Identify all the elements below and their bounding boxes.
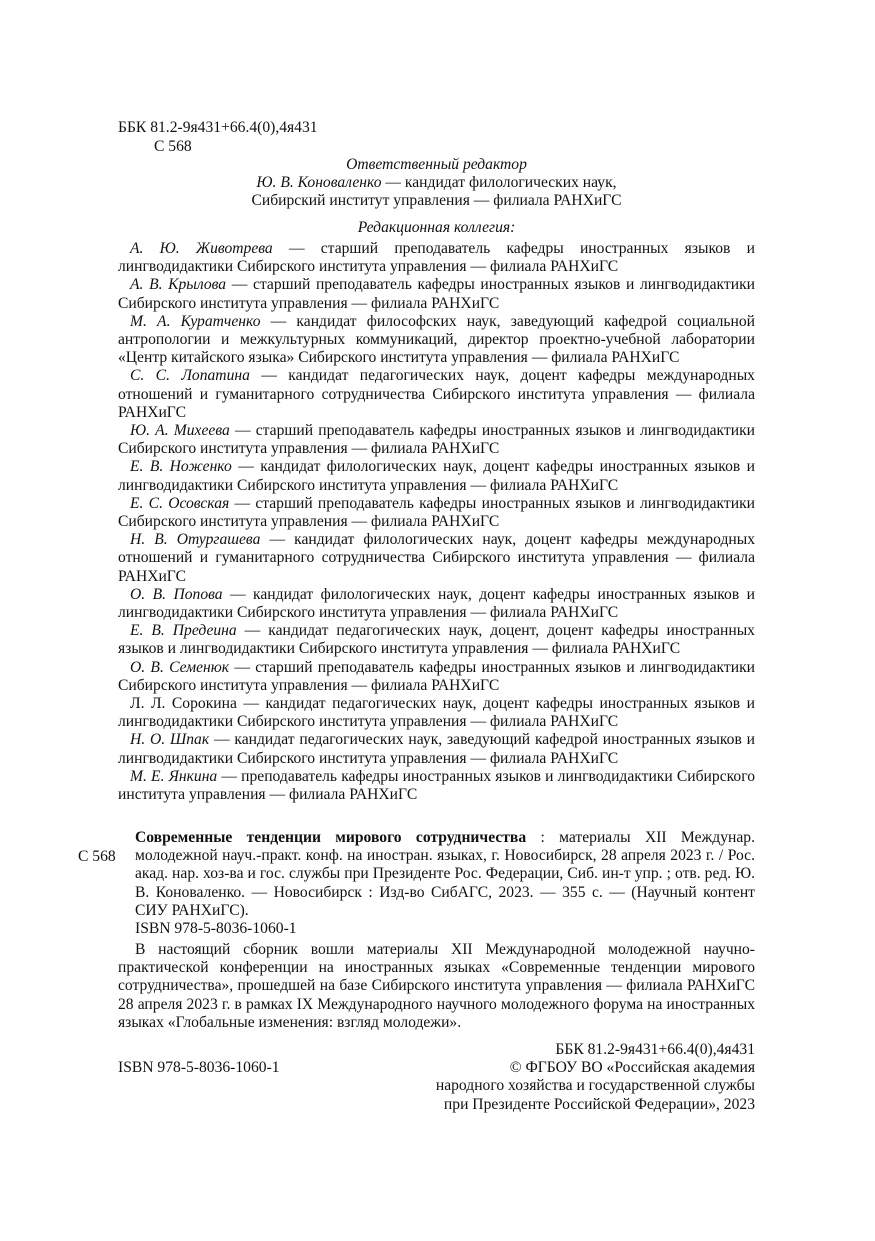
board-member-desc: — старший преподаватель кафедры иностранных языков и лингводидактики Сибирского института управления — филиала РАНХиГС (118, 658, 755, 694)
board-member (118, 495, 755, 531)
bbk-classification-footer: ББК 81.2-9я431+66.4(0),4я431 (555, 1041, 755, 1058)
copyright-line-2: народного хозяйства и государственной службы (435, 1077, 755, 1095)
board-member-name: М. Е. Янкина (130, 767, 218, 785)
isbn-footer: ISBN 978-5-8036-1060-1 (118, 1059, 280, 1077)
board-member-desc: — старший преподаватель кафедры иностранных языков и лингводидактики Сибирского института управления — филиала РАНХиГС (118, 276, 755, 312)
board-member (118, 422, 755, 458)
board-member-desc: — старший преподаватель кафедры иностранных языков и лингводидактики Сибирского института управления — филиала РАНХиГС (118, 494, 756, 531)
editor-name: Ю. В. Коноваленко (256, 174, 382, 192)
author-mark: С 568 (78, 848, 116, 865)
author-mark-top: С 568 (154, 138, 192, 155)
bibliographic-details: : материалы XII Междунар. молодежной науч.-практ. конф. на иностран. языках, г. Новосибирск, 28 апреля 2023 г. / Рос. акад. нар. хоз-ва и гос. службы при Президенте Рос. Федерации, Сиб. ин-т упр. ; отв. ред. Ю. В. Коноваленко. — Новосибирск : Изд-во СибАГС, 2023. — 355 с. — (Научный контент СИУ РАНХиГС). (135, 829, 755, 919)
bibliographic-description (135, 829, 755, 920)
book-title: Современные тенденции мирового сотрудничества (135, 829, 527, 846)
board-member-name: Е. В. Предеина (130, 622, 237, 640)
copyright-notice (510, 1059, 755, 1077)
footer-row (118, 1059, 755, 1077)
board-member-desc: — кандидат филологических наук, доцент кафедры иностранных языков и лингводидактики Сибирского института управления — филиала РАНХиГС (118, 458, 755, 494)
board-member-name: Н. В. Отургашева (130, 531, 261, 549)
board-member (118, 276, 755, 312)
board-member (118, 531, 755, 586)
editorial-board-list (118, 240, 755, 804)
board-member (118, 586, 755, 622)
board-member (118, 240, 755, 276)
annotation: В настоящий сборник вошли материалы XII Международной молодежной научно-практической конференции на иностранных языках «Современные тенденции мирового сотрудничества», прошедшей на базе Сибирского института управления — филиала РАНХиГС 28 апреля 2023 г. в рамках IX Международного научного молодежного форума на иностранных языках «Глобальные изменения: взгляд молодежи». (118, 941, 755, 1031)
board-member-desc: — кандидат педагогических наук, доцент, доцент кафедры иностранных языков и лингводидактики Сибирского института управления — филиала РАНХиГС (118, 622, 755, 658)
board-member-desc: — кандидат филологических наук, доцент кафедры иностранных языков и лингводидактики Сибирского института управления — филиала РАНХиГС (118, 585, 755, 622)
board-member-name: О. В. Семенюк (130, 658, 230, 676)
bbk-classification-top: ББК 81.2-9я431+66.4(0),4я431 (118, 119, 318, 136)
board-member-name: Е. В. Ноженко (130, 458, 232, 476)
board-member (118, 313, 755, 368)
board-member-name: М. А. Куратченко (130, 312, 261, 330)
copyright-line-3: при Президенте Российской Федерации», 2023 (443, 1095, 755, 1113)
copyright-line-1: © ФГБОУ ВО «Российская академия (509, 1059, 755, 1077)
board-member-name: А. В. Крылова (130, 276, 227, 294)
board-member-desc: — кандидат филологических наук, доцент кафедры международных отношений и гуманитарного сотрудничества Сибирского института управления — филиала РАНХиГС (118, 531, 756, 585)
board-member-name: Ю. А. Михеева (130, 422, 230, 440)
editor-line-2: Сибирский институт управления — филиала РАНХиГС (251, 192, 622, 210)
board-member (118, 731, 755, 767)
board-member-desc: — преподаватель кафедры иностранных языков и лингводидактики Сибирского института управления — филиала РАНХиГС (118, 767, 755, 804)
board-member-name: Е. С. Осовская (130, 494, 230, 512)
responsible-editor-block (118, 156, 755, 211)
board-member-desc: — кандидат педагогических наук, доцент кафедры иностранных языков и лингводидактики Сибирского института управления — филиала РАНХиГС (118, 695, 755, 731)
board-member-name: С. С. Лопатина (130, 367, 250, 385)
board-member (118, 659, 755, 695)
board-member (118, 367, 755, 422)
board-member (118, 622, 755, 658)
board-member-desc: — кандидат педагогических наук, заведующий кафедрой иностранных языков и лингводидактики Сибирского института управления — филиала РАНХиГС (118, 731, 755, 767)
editor-heading: Ответственный редактор (346, 156, 527, 173)
editor-line-1 (118, 174, 755, 192)
board-member (118, 695, 755, 731)
board-member-desc: — кандидат педагогических наук, доцент кафедры международных отношений и гуманитарного сотрудничества Сибирского института управления — филиала РАНХиГС (118, 367, 755, 421)
board-member-name: А. Ю. Животрева (130, 240, 273, 257)
bibliographic-record (78, 829, 755, 938)
board-member-desc: — кандидат философских наук, заведующий кафедрой социальной антропологии и межкультурных коммуникаций, директор проектно-учебной лаборатории «Центр китайского языка» Сибирского института управления — филиала РАНХиГС (118, 312, 755, 367)
board-member-desc: — старший преподаватель кафедры иностранных языков и лингводидактики Сибирского института управления — филиала РАНХиГС (118, 240, 755, 276)
board-member (118, 458, 755, 494)
board-member (118, 768, 755, 804)
board-member-name: Н. О. Шпак (130, 731, 210, 749)
board-member-desc: — старший преподаватель кафедры иностранных языков и лингводидактики Сибирского института управления — филиала РАНХиГС (118, 422, 756, 458)
editor-credentials: — кандидат филологических наук, (381, 174, 617, 192)
board-member-name: Л. Л. Сорокина (130, 695, 237, 713)
isbn-line: ISBN 978-5-8036-1060-1 (135, 920, 297, 938)
imprint-footer (118, 1041, 755, 1114)
board-member-name: О. В. Попова (130, 585, 223, 603)
editorial-board-heading: Редакционная коллегия: (357, 219, 516, 236)
